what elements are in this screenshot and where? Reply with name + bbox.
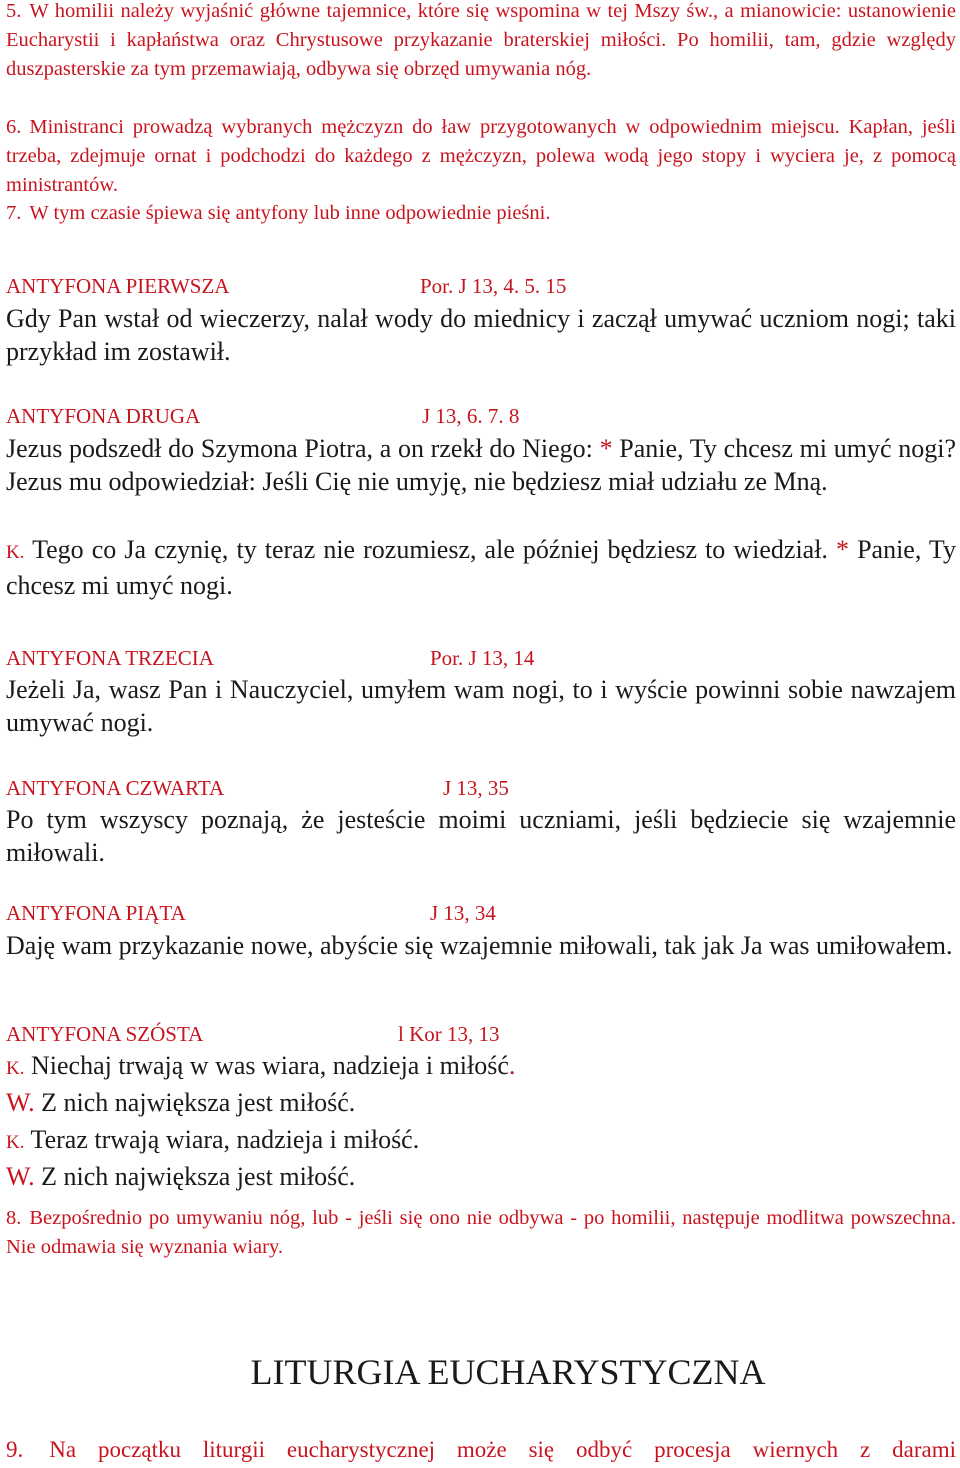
- antiphon-1-text: Gdy Pan wstał od wieczerzy, nalał wody do miednicy i zaczął umywać uczniom nogi; taki przykład im zostawił.: [6, 304, 956, 366]
- antiphon-2-text: [6, 432, 956, 498]
- antiphon-4-heading: [6, 775, 509, 801]
- rubric-number: 9.: [6, 1437, 24, 1462]
- antiphon-1-heading: [6, 273, 567, 299]
- scripture-reference: Por. J 13, 14: [430, 646, 535, 670]
- dialogue-line: [6, 1086, 355, 1119]
- rubric-number: 6.: [6, 116, 22, 138]
- response-sigil: W.: [6, 1088, 35, 1117]
- antiphon-5-heading: [6, 900, 496, 926]
- antiphon-title: ANTYFONA SZÓSTA: [6, 1022, 204, 1046]
- rubric-text: W tym czasie śpiewa się antyfony lub inne odpowiednie pieśni.: [29, 202, 551, 224]
- antiphon-title: ANTYFONA CZWARTA: [6, 776, 225, 800]
- rubric-5: [6, 0, 956, 84]
- antiphon-2-heading: [6, 403, 520, 429]
- antiphon-3-text: Jeżeli Ja, wasz Pan i Nauczyciel, umyłem wam nogi, to i wyście powinni sobie nawzajem umywać nogi.: [6, 675, 956, 737]
- rubric-9: [6, 1436, 956, 1464]
- antiphon-3-heading: [6, 645, 535, 671]
- response-text: Tego co Ja czynię, ty teraz nie rozumiesz, ale później będziesz to wiedział.: [32, 535, 828, 564]
- antiphon-title: ANTYFONA PIERWSZA: [6, 274, 230, 298]
- antiphon-text-part: Jezus podszedł do Szymona Piotra, a on rzekł do Niego:: [6, 434, 593, 463]
- rubric-number: 7.: [6, 202, 22, 224]
- dialogue-line: [6, 1123, 419, 1159]
- scripture-reference: J 13, 34: [430, 901, 496, 925]
- rubric-text: Ministranci prowadzą wybranych mężczyzn do ław przygotowanych w odpowiednim miejscu. Kapłan, jeśli trzeba, zdejmuje ornat i podchodzi do każdego z mężczyzn, polewa wodą jego stopy i wyciera je, z pomocą ministrantów.: [6, 116, 956, 196]
- rubric-text: Bezpośrednio po umywaniu nóg, lub - jeśli się ono nie odbywa - po homilii, następuje modlitwa powszechna. Nie odmawia się wyznania wiary.: [6, 1207, 956, 1258]
- asterisk-mark: *: [836, 535, 849, 564]
- dialogue-text: Niechaj trwają w was wiara, nadzieja i miłość: [30, 1051, 509, 1080]
- rubric-number: 5.: [6, 0, 22, 22]
- response-sigil: K.: [6, 542, 25, 563]
- antiphon-4-text: Po tym wszyscy poznają, że jesteście moimi uczniami, jeśli będziecie się wzajemnie miłowali.: [6, 805, 956, 867]
- rubric-8: [6, 1204, 956, 1262]
- rubric-7: [6, 199, 956, 228]
- antiphon-5-text: Daję wam przykazanie nowe, abyście się wzajemnie miłowali, tak jak Ja was umiłowałem.: [6, 931, 953, 960]
- dialogue-line: [6, 1160, 355, 1193]
- rubric-number: 8.: [6, 1207, 22, 1229]
- dialogue-line: [6, 1049, 515, 1085]
- response-sigil: K.: [6, 1058, 25, 1079]
- scripture-reference: J 13, 35: [443, 776, 509, 800]
- antiphon-6-heading: [6, 1021, 500, 1047]
- rubric-6: [6, 113, 956, 200]
- antiphon-title: ANTYFONA TRZECIA: [6, 646, 214, 670]
- dialogue-text: Z nich największa jest miłość.: [41, 1162, 356, 1191]
- line-end-mark: .: [508, 1051, 516, 1080]
- antiphon-title: ANTYFONA DRUGA: [6, 404, 201, 428]
- response-sigil: K.: [6, 1132, 25, 1153]
- response-text: Panie, Ty chcesz mi umyć nogi.: [6, 535, 956, 600]
- antiphon-title: ANTYFONA PIĄTA: [6, 901, 186, 925]
- scripture-reference: l Kor 13, 13: [398, 1022, 500, 1046]
- antiphon-text-part: Panie, Ty chcesz mi umyć nogi? Jezus mu odpowiedział: Jeśli Cię nie umyję, nie będziesz miał udziału ze Mną.: [6, 434, 956, 496]
- scripture-reference: Por. J 13, 4. 5. 15: [420, 274, 567, 298]
- section-title: LITURGIA EUCHARYSTYCZNA: [250, 1352, 766, 1392]
- rubric-text: W homilii należy wyjaśnić główne tajemnice, które się wspomina w tej Mszy św., a mianowicie: ustanowienie Eucharystii i kapłaństwa oraz Chrystusowe przykazanie braterskiej miłości. Po homilii, tam, gdzie względy duszpasterskie za tym przemawiają, odbywa się obrzęd umywania nóg.: [6, 0, 956, 80]
- antiphon-2-response: [6, 533, 956, 602]
- scripture-reference: J 13, 6. 7. 8: [422, 404, 520, 428]
- response-sigil: W.: [6, 1162, 35, 1191]
- dialogue-text: Teraz trwają wiara, nadzieja i miłość.: [30, 1125, 420, 1154]
- rubric-text: Na początku liturgii eucharystycznej może się odbyć procesja wiernych z darami: [49, 1437, 956, 1462]
- dialogue-text: Z nich największa jest miłość.: [41, 1088, 356, 1117]
- asterisk-mark: *: [599, 434, 613, 463]
